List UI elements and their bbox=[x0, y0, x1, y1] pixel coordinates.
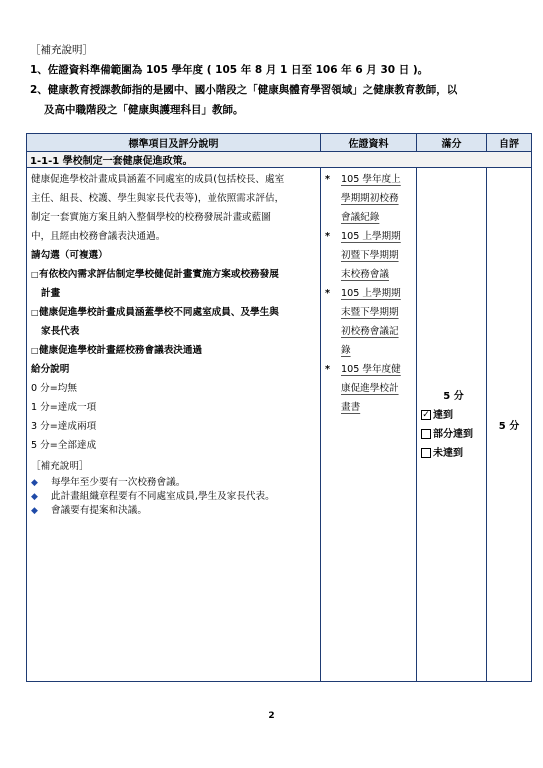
supp-item-text: 每學年至少要有一次校務會議。 bbox=[51, 477, 186, 488]
evidence-line: 畫書 bbox=[341, 402, 361, 413]
evidence-line: 105 學年度健 bbox=[341, 364, 401, 375]
diamond-bullet-icon: ◆ bbox=[31, 506, 38, 516]
notes-item-1: 1、佐證資料準備範圍為 105 學年度 ( 105 年 8 月 1 日至 106 年 6 月 30 日 )。 bbox=[30, 64, 429, 76]
check-option-2[interactable] bbox=[31, 303, 316, 322]
section-title: 1-1-1 學校制定一套健康促進政策。 bbox=[27, 152, 532, 168]
evidence-line: 105 上學期期 bbox=[341, 231, 401, 242]
description-line: 制定一套實施方案且納入整個學校的校務發展計畫或藍圖 bbox=[31, 212, 271, 223]
notes-item-2-cont: 及高中職階段之「健康與護理科目」教師。 bbox=[44, 104, 244, 116]
evidence-line: 錄 bbox=[341, 345, 351, 356]
supp-item-text: 此計畫組織章程要有不同處室成員,學生及家長代表。 bbox=[51, 491, 275, 502]
checked-box-icon[interactable]: ✓ bbox=[422, 410, 430, 420]
evidence-line: 康促進學校計 bbox=[341, 383, 399, 394]
checkbox-icon[interactable]: □ bbox=[31, 346, 39, 355]
evidence-item bbox=[325, 360, 412, 417]
page-number: 2 bbox=[268, 711, 275, 721]
checkbox-icon[interactable] bbox=[421, 448, 431, 458]
star-bullet: * bbox=[325, 174, 331, 185]
checkbox-icon[interactable] bbox=[421, 429, 431, 439]
scoring-rule: 1 分=達成一項 bbox=[31, 402, 97, 413]
score-option-label: 部分達到 bbox=[433, 428, 473, 440]
diamond-bullet-icon: ◆ bbox=[31, 478, 38, 488]
check-option-3[interactable] bbox=[31, 341, 316, 360]
score-option-label: 未達到 bbox=[433, 447, 463, 459]
score-option-not-achieved[interactable] bbox=[421, 444, 486, 463]
notes-item-2: 2、健康教育授課教師指的是國中、國小階段之「健康與體育學習領域」之健康教育教師，以 bbox=[30, 84, 458, 96]
evidence-line: 105 上學期期 bbox=[341, 288, 401, 299]
full-score-value: 5 分 bbox=[443, 390, 464, 402]
evidence-line: 初校務會議記 bbox=[341, 326, 399, 337]
score-option-label: 達到 bbox=[433, 409, 453, 421]
supp-item bbox=[31, 476, 316, 490]
notes-title: ［補充說明］ bbox=[30, 44, 93, 56]
evaluation-table bbox=[26, 133, 532, 682]
supp-title: ［補充說明］ bbox=[31, 461, 89, 472]
full-score-cell bbox=[417, 168, 487, 682]
evidence-line: 末暨下學期期 bbox=[341, 307, 399, 318]
score-option-achieved[interactable] bbox=[421, 406, 486, 425]
criteria-cell bbox=[27, 168, 321, 682]
evidence-item bbox=[325, 227, 412, 284]
checkbox-icon[interactable]: □ bbox=[31, 270, 39, 279]
checkbox-icon[interactable]: □ bbox=[31, 308, 39, 317]
evidence-line: 會議紀錄 bbox=[341, 212, 380, 223]
description-line: 中，且經由校務會議表決通過。 bbox=[31, 231, 166, 242]
supp-item bbox=[31, 490, 316, 504]
check-title: 請勾選（可複選） bbox=[31, 250, 108, 261]
supplementary-notes bbox=[30, 40, 520, 120]
check-option-label: 健康促進學校計畫經校務會議表決通過 bbox=[39, 345, 203, 356]
evidence-item bbox=[325, 284, 412, 360]
star-bullet: * bbox=[325, 364, 331, 375]
evidence-line: 105 學年度上 bbox=[341, 174, 401, 185]
scoring-rule: 3 分=達成兩項 bbox=[31, 421, 97, 432]
evidence-cell bbox=[321, 168, 417, 682]
header-self-score: 自評 bbox=[487, 134, 532, 152]
scoring-rule: 5 分=全部達成 bbox=[31, 440, 97, 451]
score-option-partial[interactable] bbox=[421, 425, 486, 444]
diamond-bullet-icon: ◆ bbox=[31, 492, 38, 502]
evidence-item bbox=[325, 170, 412, 227]
check-option-label-cont: 家長代表 bbox=[41, 326, 80, 337]
supp-item bbox=[31, 504, 316, 518]
scoring-rule: 0 分=均無 bbox=[31, 383, 77, 394]
star-bullet: * bbox=[325, 231, 331, 242]
evidence-line: 末校務會議 bbox=[341, 269, 389, 280]
check-option-label-cont: 計畫 bbox=[41, 288, 61, 299]
check-option-1[interactable] bbox=[31, 265, 316, 284]
evidence-line: 學期期初校務 bbox=[341, 193, 399, 204]
description-line: 健康促進學校計畫成員涵蓋不同處室的成員(包括校長、處室 bbox=[31, 174, 285, 185]
scoring-title: 給分說明 bbox=[31, 364, 70, 375]
supp-item-text: 會議要有提案和決議。 bbox=[51, 505, 147, 516]
check-option-label: 健康促進學校計畫成員涵蓋學校不同處室成員、及學生與 bbox=[39, 307, 279, 318]
star-bullet: * bbox=[325, 288, 331, 299]
header-full-score: 滿分 bbox=[417, 134, 487, 152]
self-score-cell[interactable]: 5 分 bbox=[487, 168, 532, 682]
evidence-line: 初暨下學期期 bbox=[341, 250, 399, 261]
description-line: 主任、組長、校護、學生與家長代表等)，並依照需求評估， bbox=[31, 193, 285, 204]
header-criteria: 標準項目及評分說明 bbox=[27, 134, 321, 152]
header-evidence: 佐證資料 bbox=[321, 134, 417, 152]
check-option-label: 有依校內需求評估制定學校健促計畫實施方案或校務發展 bbox=[39, 269, 279, 280]
